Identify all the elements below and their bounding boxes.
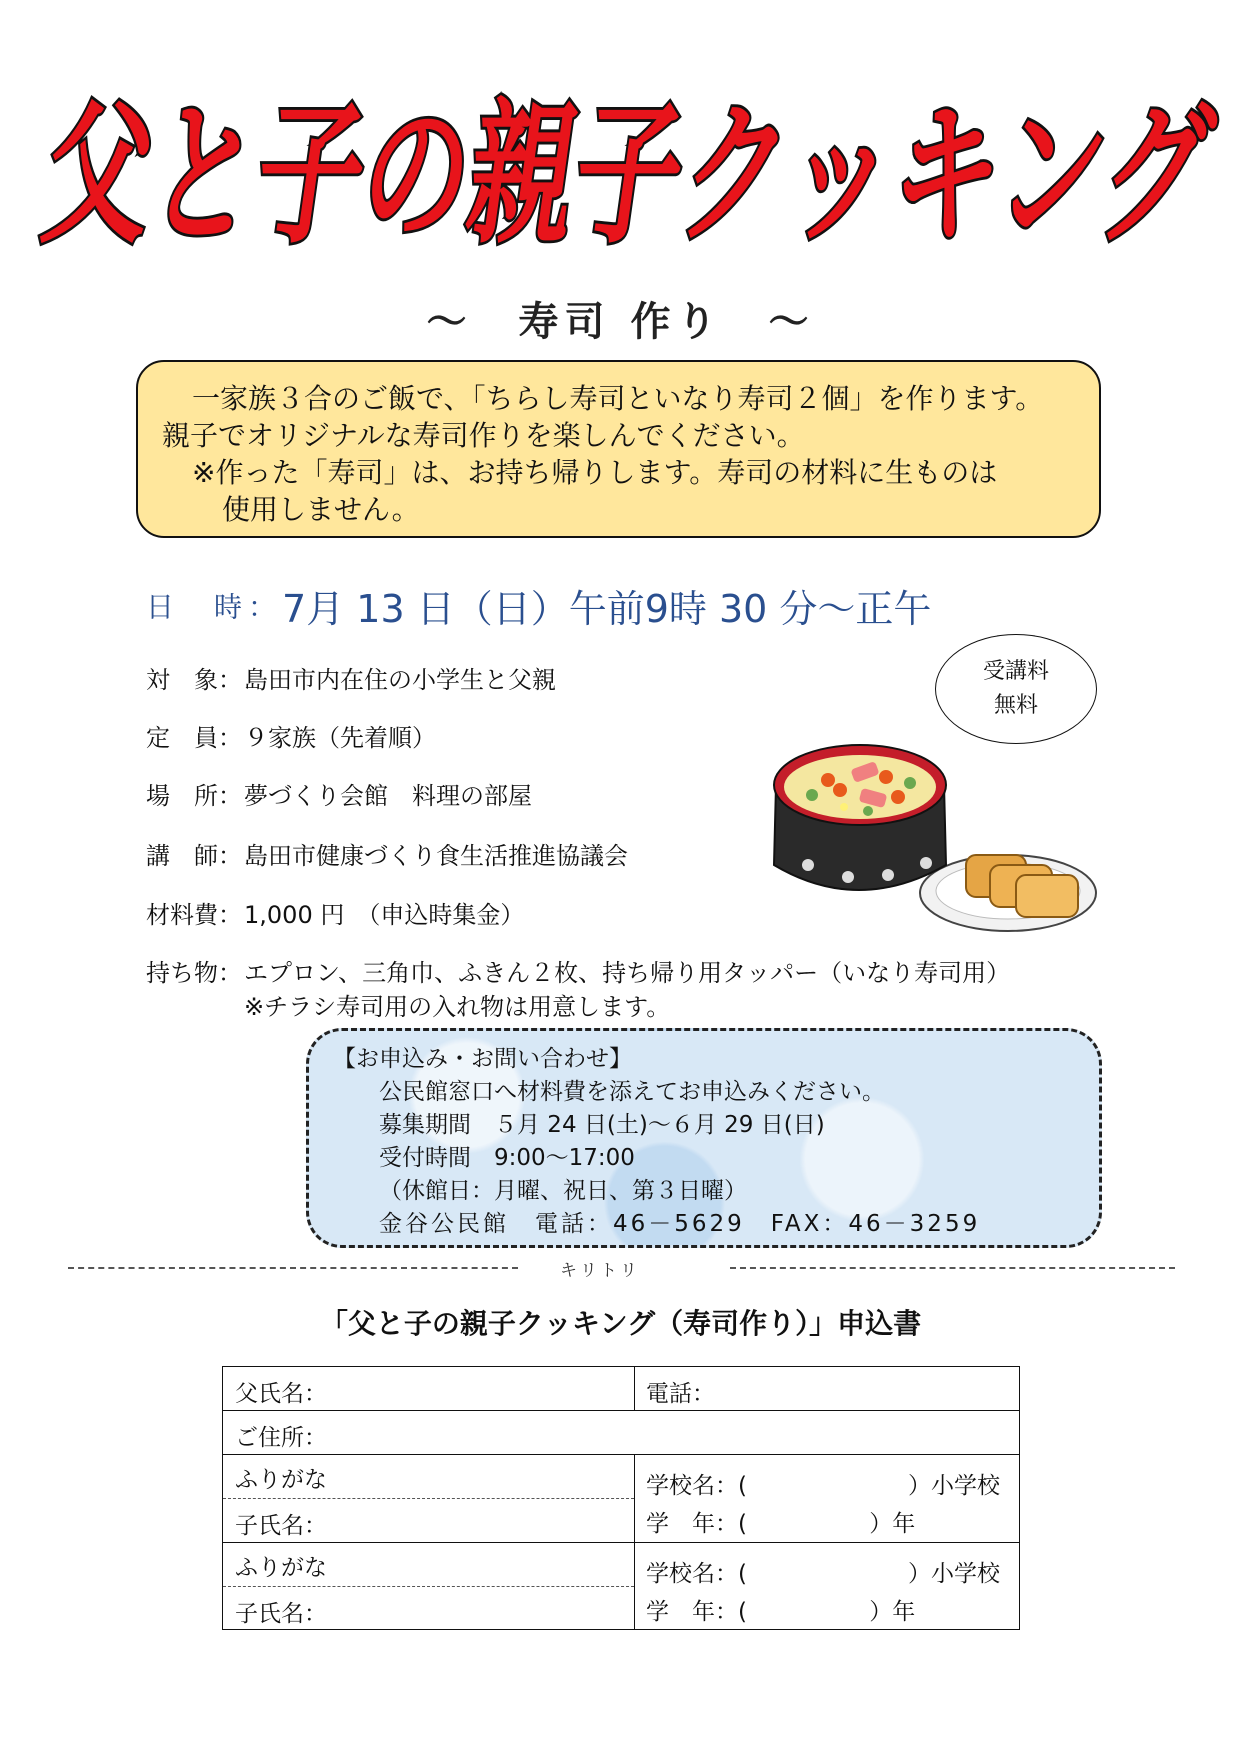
info-capacity-value: ９家族（先着順）	[244, 724, 436, 752]
child1-furigana-field[interactable]: ふりがな	[235, 1467, 327, 1493]
child2-school-field[interactable]: 学校名：( ）小学校	[646, 1561, 1000, 1587]
intro-line-4: 使用しません。	[222, 493, 420, 526]
info-target-value: 島田市内在住の小学生と父親	[244, 666, 556, 694]
form-dashed-line	[223, 1586, 634, 1587]
cut-line-right	[730, 1267, 1175, 1269]
intro-line-3: ※作った「寿司」は、お持ち帰りします。寿司の材料に生ものは	[192, 456, 998, 489]
info-lecturer-value: 島田市健康づくり食生活推進協議会	[244, 842, 628, 870]
fee-bubble-line-2: 無料	[993, 693, 1038, 718]
info-items-note: ※チラシ寿司用の入れ物は用意します。	[244, 993, 671, 1021]
address-field[interactable]: ご住所：	[235, 1425, 327, 1451]
date-row	[146, 578, 931, 633]
apply-line-4: （休館日：月曜、祝日、第３日曜）	[379, 1178, 747, 1204]
apply-line-5: 金谷公民館 電話：46－5629 FAX：46－3259	[379, 1211, 981, 1237]
info-material-value: 1,000 円 （申込時集金）	[244, 901, 525, 929]
info-place-value: 夢づくり会館 料理の部屋	[244, 782, 532, 810]
info-place-label: 場 所：	[146, 782, 242, 810]
apply-line-3: 受付時間 9:00～17:00	[379, 1145, 635, 1171]
child2-furigana-field[interactable]: ふりがな	[235, 1555, 327, 1581]
phone-field[interactable]: 電話：	[646, 1381, 715, 1407]
form-dashed-line	[223, 1498, 634, 1499]
chirashi-bowl-icon	[774, 745, 946, 890]
info-capacity	[146, 718, 436, 753]
info-items-label: 持ち物：	[146, 959, 242, 987]
form-row-line	[223, 1542, 1019, 1543]
info-target-label: 対 象：	[146, 666, 242, 694]
application-info-box	[306, 1028, 1102, 1248]
cut-line-label: キリトリ	[560, 1261, 640, 1281]
info-material-label: 材料費：	[146, 901, 242, 929]
apply-line-2: 募集期間 ５月 24 日(土)～６月 29 日(日)	[379, 1112, 825, 1138]
form-row-line	[223, 1410, 1019, 1411]
child1-grade-field[interactable]: 学 年：( ）年	[646, 1511, 916, 1537]
sushi-illustration	[768, 725, 1098, 935]
apply-heading: 【お申込み・お問い合わせ】	[333, 1046, 632, 1072]
child1-school-field[interactable]: 学校名：( ）小学校	[646, 1473, 1000, 1499]
child2-grade-field[interactable]: 学 年：( ）年	[646, 1599, 916, 1625]
form-row-line	[223, 1454, 1019, 1455]
info-lecturer-label: 講 師：	[146, 842, 242, 870]
date-label: 日 時：	[146, 590, 283, 624]
child1-name-field[interactable]: 子氏名：	[235, 1513, 327, 1539]
info-capacity-label: 定 員：	[146, 724, 242, 752]
page-title	[33, 86, 1222, 266]
intro-line-1: 一家族３合のご飯で、「ちらし寿司といなり寿司２個」を作ります。	[192, 382, 1044, 415]
info-lecturer	[146, 836, 628, 871]
fee-bubble-line-1: 受講料	[982, 659, 1049, 684]
info-place	[146, 776, 532, 811]
form-title: 「父と子の親子クッキング（寿司作り）」申込書	[319, 1307, 922, 1340]
title-text: 父と子の親子クッキング	[33, 86, 1222, 266]
application-form-table	[222, 1366, 1020, 1630]
apply-line-1: 公民館窓口へ材料費を添えてお申込みください。	[379, 1079, 885, 1105]
intro-box	[136, 360, 1101, 538]
info-items-value: エプロン、三角巾、ふきん２枚、持ち帰り用タッパー（いなり寿司用）	[244, 959, 1011, 987]
subtitle: ～ 寿司 作り ～	[426, 299, 815, 345]
info-items	[146, 953, 1010, 988]
info-material	[146, 895, 524, 930]
intro-line-2: 親子でオリジナルな寿司作りを楽しんでください。	[162, 419, 805, 452]
date-value: 7月 13 日（日）午前9時 30 分～正午	[282, 587, 932, 631]
cut-line-left	[68, 1267, 518, 1269]
child2-name-field[interactable]: 子氏名：	[235, 1601, 327, 1627]
father-name-field[interactable]: 父氏名：	[235, 1381, 327, 1407]
info-target	[146, 660, 556, 695]
